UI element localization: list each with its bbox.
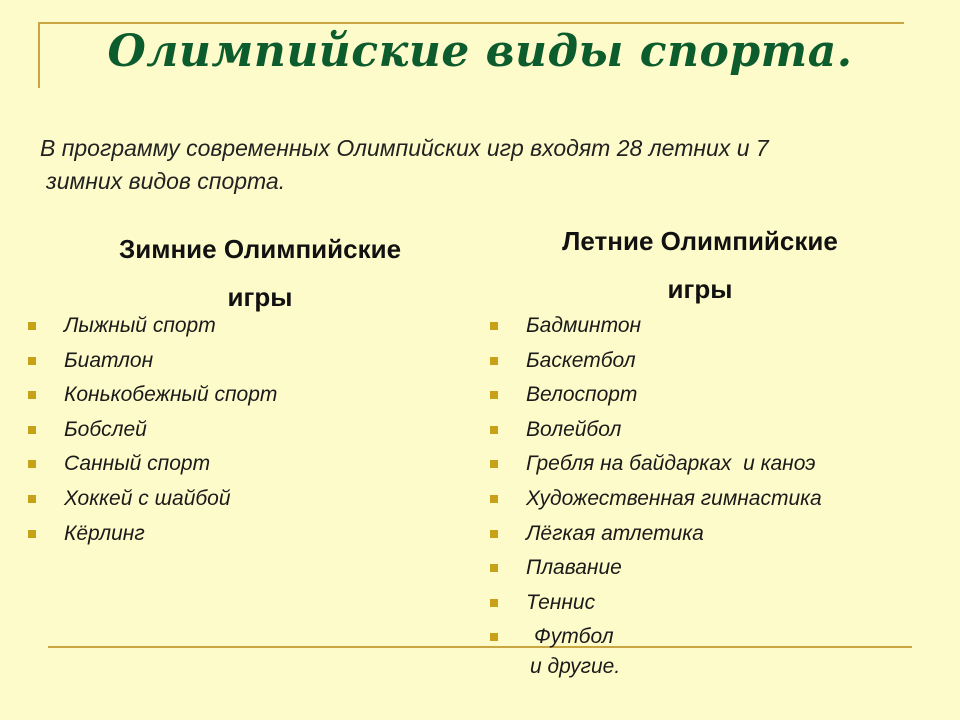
square-bullet-icon <box>490 633 498 641</box>
list-item <box>490 344 930 379</box>
list-item <box>490 482 930 517</box>
square-bullet-icon <box>28 495 36 503</box>
summer-heading-line-1: Летние Олимпийские <box>562 226 838 256</box>
summer-heading-line-2: игры <box>667 274 733 304</box>
square-bullet-icon <box>28 391 36 399</box>
list-item-label: Теннис <box>526 590 596 614</box>
summer-sports-list <box>490 309 930 655</box>
winter-heading <box>50 225 470 321</box>
square-bullet-icon <box>28 460 36 468</box>
square-bullet-icon <box>490 564 498 572</box>
list-item-label: Конькобежный спорт <box>64 383 278 407</box>
list-item <box>490 620 930 655</box>
slide-title: Олимпийские виды спорта. <box>107 26 853 77</box>
winter-heading-line-2: игры <box>227 282 293 312</box>
intro-text <box>40 132 940 198</box>
and-others-text: и другие. <box>530 655 621 678</box>
intro-line-2: зимних видов спорта. <box>46 168 286 194</box>
list-item-label: Кёрлинг <box>64 521 145 545</box>
list-item-label: Баскетбол <box>526 348 636 372</box>
list-item <box>490 551 930 586</box>
list-item-label: Велоспорт <box>526 383 638 407</box>
list-item-label: Биатлон <box>64 348 154 372</box>
square-bullet-icon <box>490 322 498 330</box>
list-item <box>490 309 930 344</box>
list-item-label: Бадминтон <box>526 314 642 337</box>
list-item-label: Лыжный спорт <box>64 314 216 337</box>
list-item-label: Плавание <box>526 556 622 580</box>
square-bullet-icon <box>28 426 36 434</box>
square-bullet-icon <box>490 495 498 503</box>
list-item <box>490 586 930 621</box>
winter-sports-list <box>28 309 448 551</box>
list-item-label: Бобслей <box>64 417 147 441</box>
list-item <box>490 447 930 482</box>
intro-line-1: В программу современных Олимпийских игр входят 28 летних и 7 <box>40 135 769 161</box>
list-item-label: Лёгкая атлетика <box>526 521 704 545</box>
list-item-label: Санный спорт <box>64 452 211 476</box>
list-item <box>28 413 448 448</box>
list-item-label: Футбол <box>534 625 614 649</box>
list-item <box>490 378 930 413</box>
square-bullet-icon <box>28 322 36 330</box>
list-item <box>28 447 448 482</box>
square-bullet-icon <box>28 530 36 538</box>
summer-heading <box>500 217 900 313</box>
square-bullet-icon <box>490 426 498 434</box>
list-item <box>28 517 448 552</box>
list-item <box>28 378 448 413</box>
list-item-label: Художественная гимнастика <box>526 486 822 510</box>
square-bullet-icon <box>490 599 498 607</box>
list-item <box>490 413 930 448</box>
square-bullet-icon <box>490 460 498 468</box>
list-item <box>490 517 930 552</box>
square-bullet-icon <box>490 530 498 538</box>
list-item-label: Хоккей с шайбой <box>64 486 231 510</box>
frame-top-rule <box>38 22 904 24</box>
square-bullet-icon <box>490 357 498 365</box>
list-item-label: Волейбол <box>526 417 622 441</box>
list-item <box>28 482 448 517</box>
list-item <box>28 344 448 379</box>
square-bullet-icon <box>490 391 498 399</box>
list-item <box>28 309 448 344</box>
square-bullet-icon <box>28 357 36 365</box>
winter-heading-line-1: Зимние Олимпийские <box>118 234 402 264</box>
list-item-label: Гребля на байдарках и каноэ <box>526 452 816 476</box>
